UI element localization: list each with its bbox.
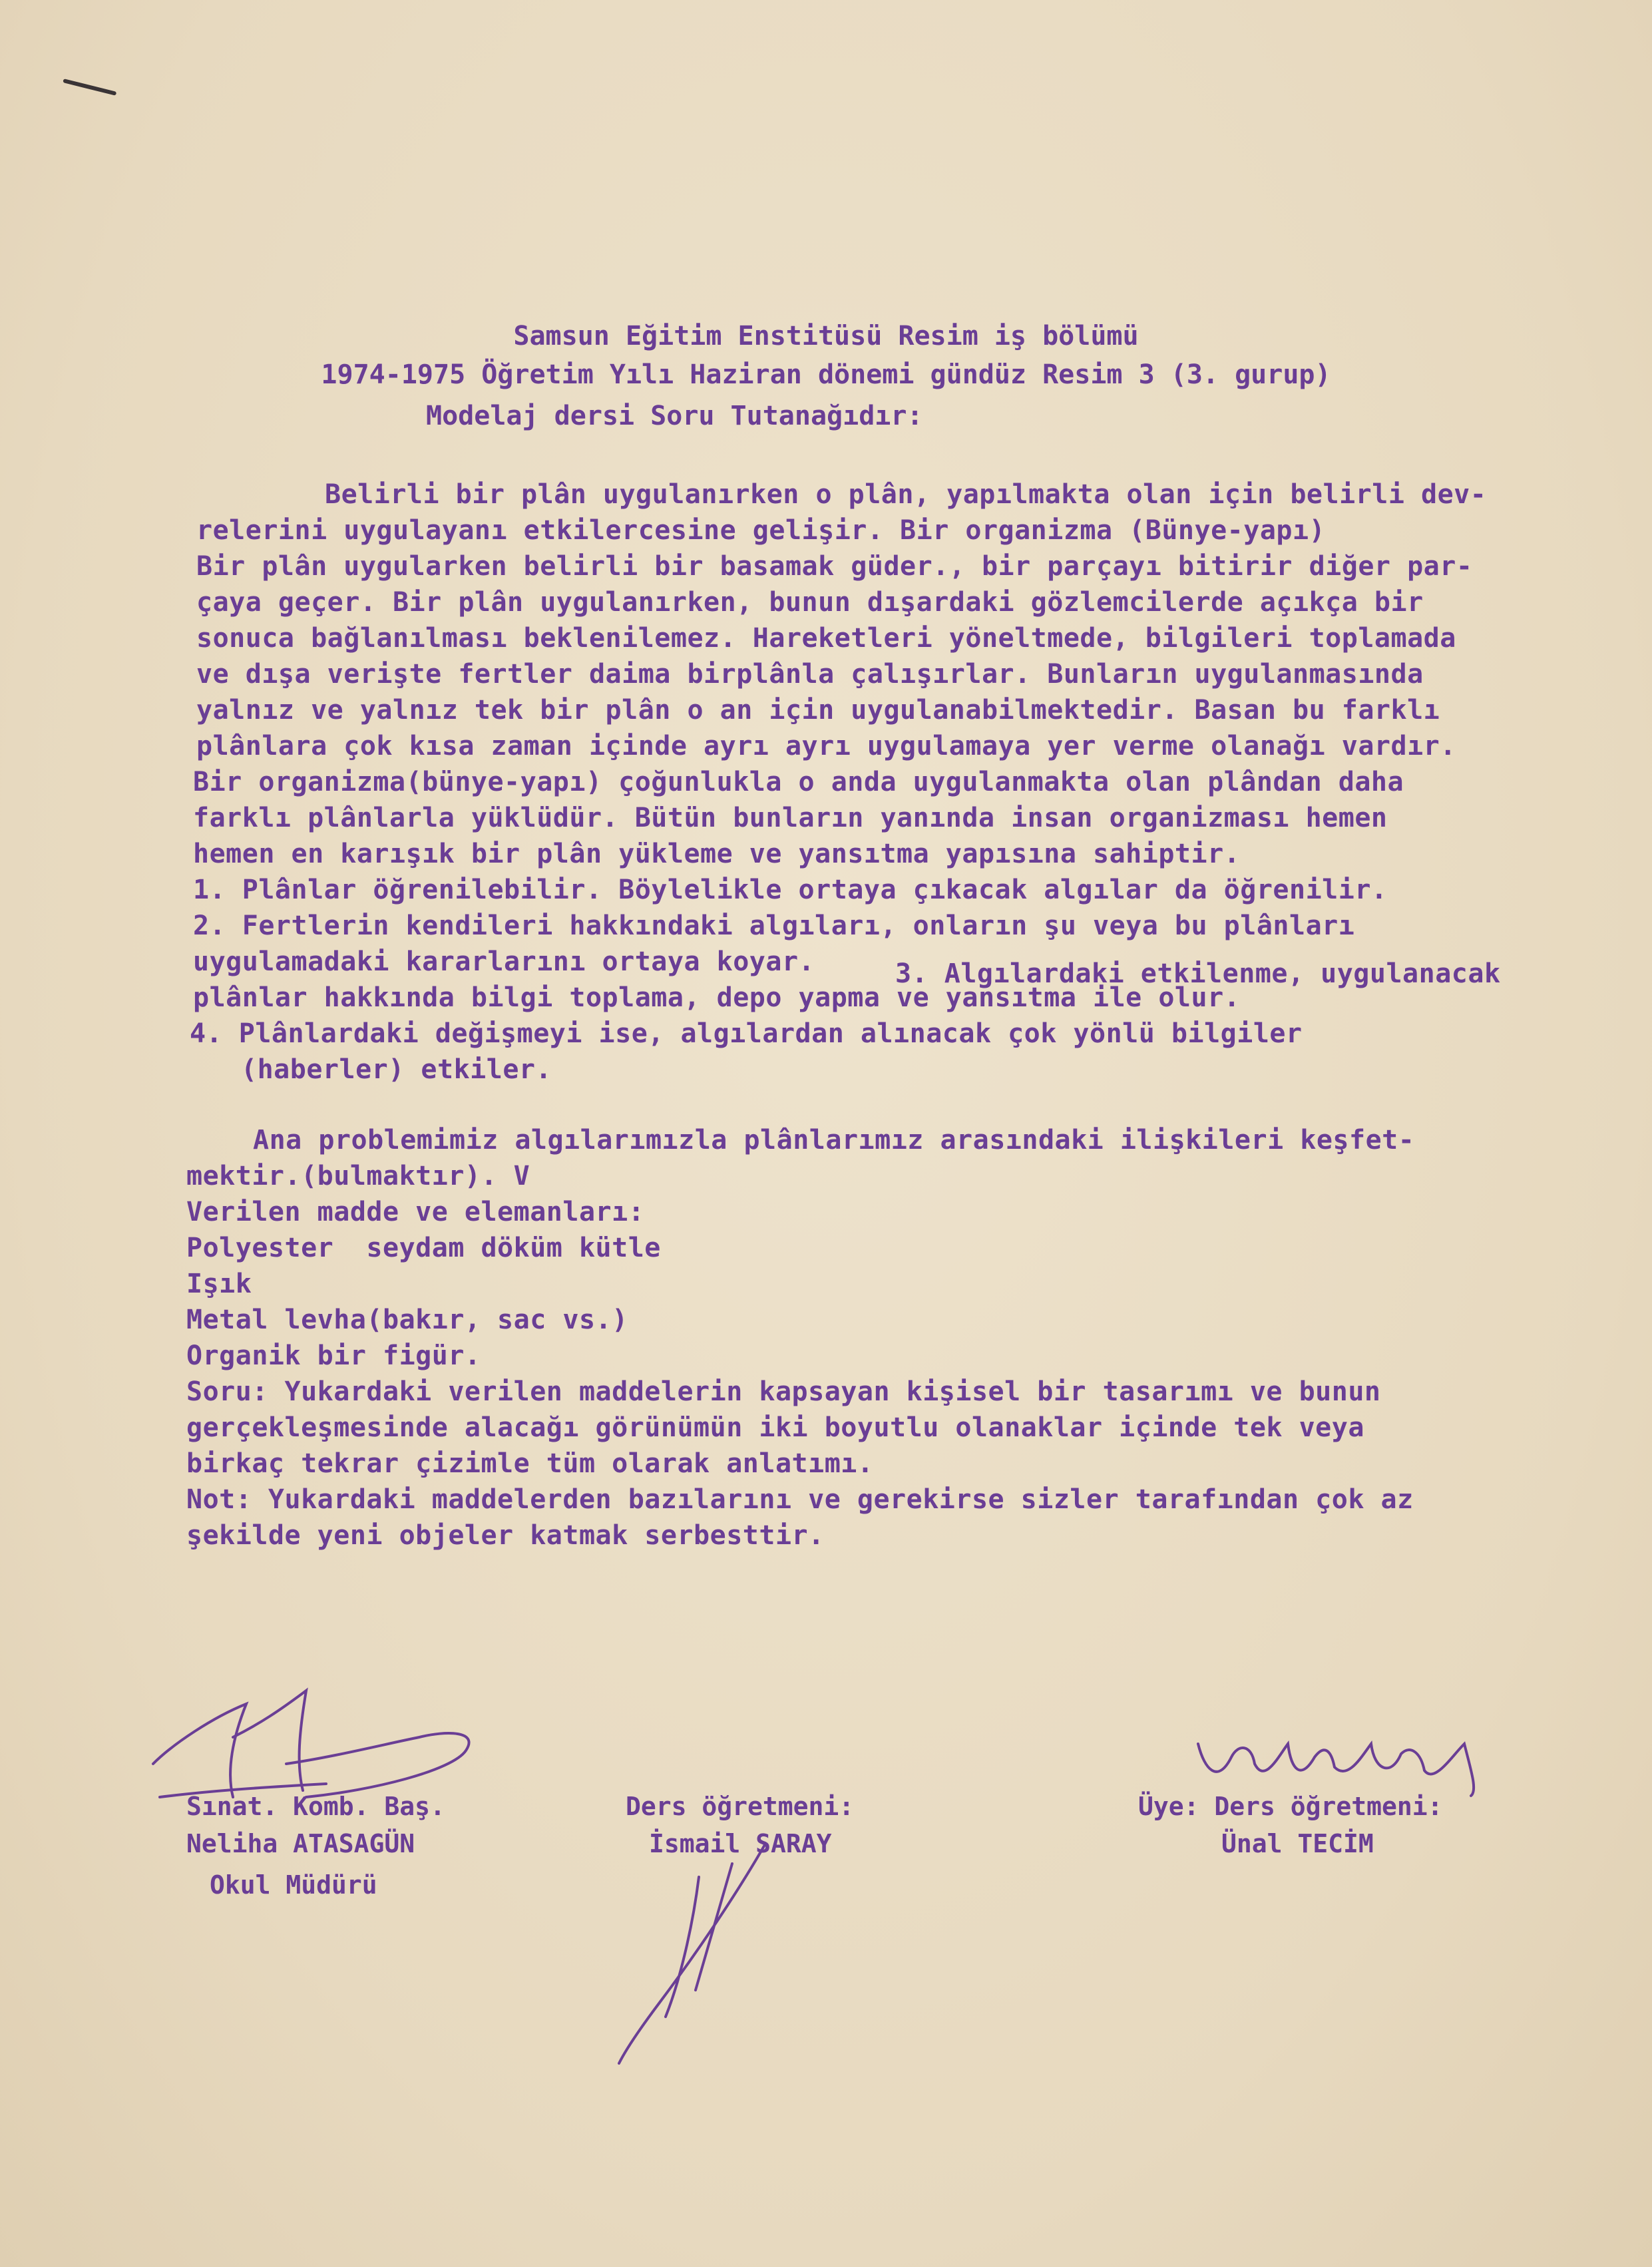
header-line-1: Samsun Eğitim Enstitüsü Resim iş bölümü — [513, 321, 1139, 351]
body-line: Organik bir figür. — [186, 1340, 481, 1371]
body-line: çaya geçer. Bir plân uygulanırken, bunun dışardaki gözlemcilerde açıkça bir — [196, 587, 1424, 618]
body-line: Verilen madde ve elemanları: — [186, 1197, 645, 1227]
body-line: 1. Plânlar öğrenilebilir. Böylelikle ortaya çıkacak algılar da öğrenilir. — [193, 875, 1388, 905]
body-line: hemen en karışık bir plân yükleme ve yansıtma yapısına sahiptir. — [193, 839, 1241, 869]
body-line: şekilde yeni objeler katmak serbesttir. — [186, 1520, 825, 1551]
body-line: Ana problemimiz algılarımızla plânlarımız arasındaki ilişkileri keşfet- — [253, 1125, 1415, 1155]
signatory-right-title: Üye: Ders öğretmeni: — [1138, 1792, 1443, 1821]
body-line: Bir plân uygularken belirli bir basamak güder., bir parçayı bitirir diğer par- — [196, 551, 1473, 582]
body-line: Polyester seydam döküm kütle — [186, 1233, 661, 1263]
body-line: 2. Fertlerin kendileri hakkındaki algıları, onların şu veya bu plânları — [193, 911, 1355, 941]
body-line: mektir.(bulmaktır). V — [186, 1161, 530, 1191]
middle-signature-image — [566, 1837, 819, 2070]
body-line: Işık — [186, 1269, 252, 1299]
body-line: Soru: Yukardaki verilen maddelerin kapsayan kişisel bir tasarımı ve bunun — [186, 1376, 1381, 1407]
body-line: plânlar hakkında bilgi toplama, depo yapma ve yansıtma ile olur. — [193, 982, 1241, 1013]
body-line: (haberler) etkiler. — [241, 1054, 552, 1085]
body-line: 4. Plânlardaki değişmeyi ise, algılardan alınacak çok yönlü bilgiler — [190, 1018, 1303, 1049]
body-line: birkaç tekrar çizimle tüm olarak anlatımı. — [186, 1448, 874, 1479]
body-line: Bir organizma(bünye-yapı) çoğunlukla o anda uygulanmakta olan plândan daha — [193, 767, 1404, 797]
body-line: yalnız ve yalnız tek bir plân o an için uygulanabilmektedir. Basan bu farklı — [196, 695, 1440, 725]
signatory-middle-name: İsmail SARAY — [649, 1829, 832, 1858]
body-line: gerçekleşmesinde alacağı görünümün iki boyutlu olanaklar içinde tek veya — [186, 1412, 1364, 1443]
body-line: 3. Algılardaki etkilenme, uygulanacak — [895, 958, 1501, 989]
signatory-left-title: Sınat. Komb. Baş. — [186, 1792, 445, 1821]
signatory-left-name: Neliha ATASAGÜN — [186, 1829, 415, 1858]
right-signature-image — [1191, 1717, 1498, 1797]
header-line-3: Modelaj dersi Soru Tutanağıdır: — [426, 401, 923, 431]
signatory-left-role: Okul Müdürü — [210, 1870, 377, 1900]
corner-dash-mark — [63, 79, 116, 96]
signatory-middle-title: Ders öğretmeni: — [626, 1792, 855, 1821]
signatory-right-name: Ünal TECİM — [1221, 1829, 1374, 1858]
body-line: uygulamadaki kararlarını ortaya koyar. — [193, 946, 815, 977]
header-line-2: 1974-1975 Öğretim Yılı Haziran dönemi gündüz Resim 3 (3. gurup) — [321, 359, 1331, 390]
body-line: relerini uygulayanı etkilercesine gelişir. Bir organizma (Bünye-yapı) — [196, 515, 1326, 546]
body-line: sonuca bağlanılması beklenilemez. Hareketleri yöneltmede, bilgileri toplamada — [196, 623, 1456, 654]
body-line: ve dışa verişte fertler daima birplânla çalışırlar. Bunların uygulanmasında — [196, 659, 1424, 690]
body-line: Not: Yukardaki maddelerden bazılarını ve gerekirse sizler tarafından çok az — [186, 1484, 1414, 1515]
body-line: plânlara çok kısa zaman içinde ayrı ayrı uygulamaya yer verme olanağı vardır. — [196, 731, 1456, 761]
body-line: farklı plânlarla yüklüdür. Bütün bunların yanında insan organizması hemen — [193, 803, 1388, 833]
body-line: Metal levha(bakır, sac vs.) — [186, 1305, 628, 1335]
body-line: Belirli bir plân uygulanırken o plân, yapılmakta olan için belirli dev- — [325, 479, 1487, 510]
